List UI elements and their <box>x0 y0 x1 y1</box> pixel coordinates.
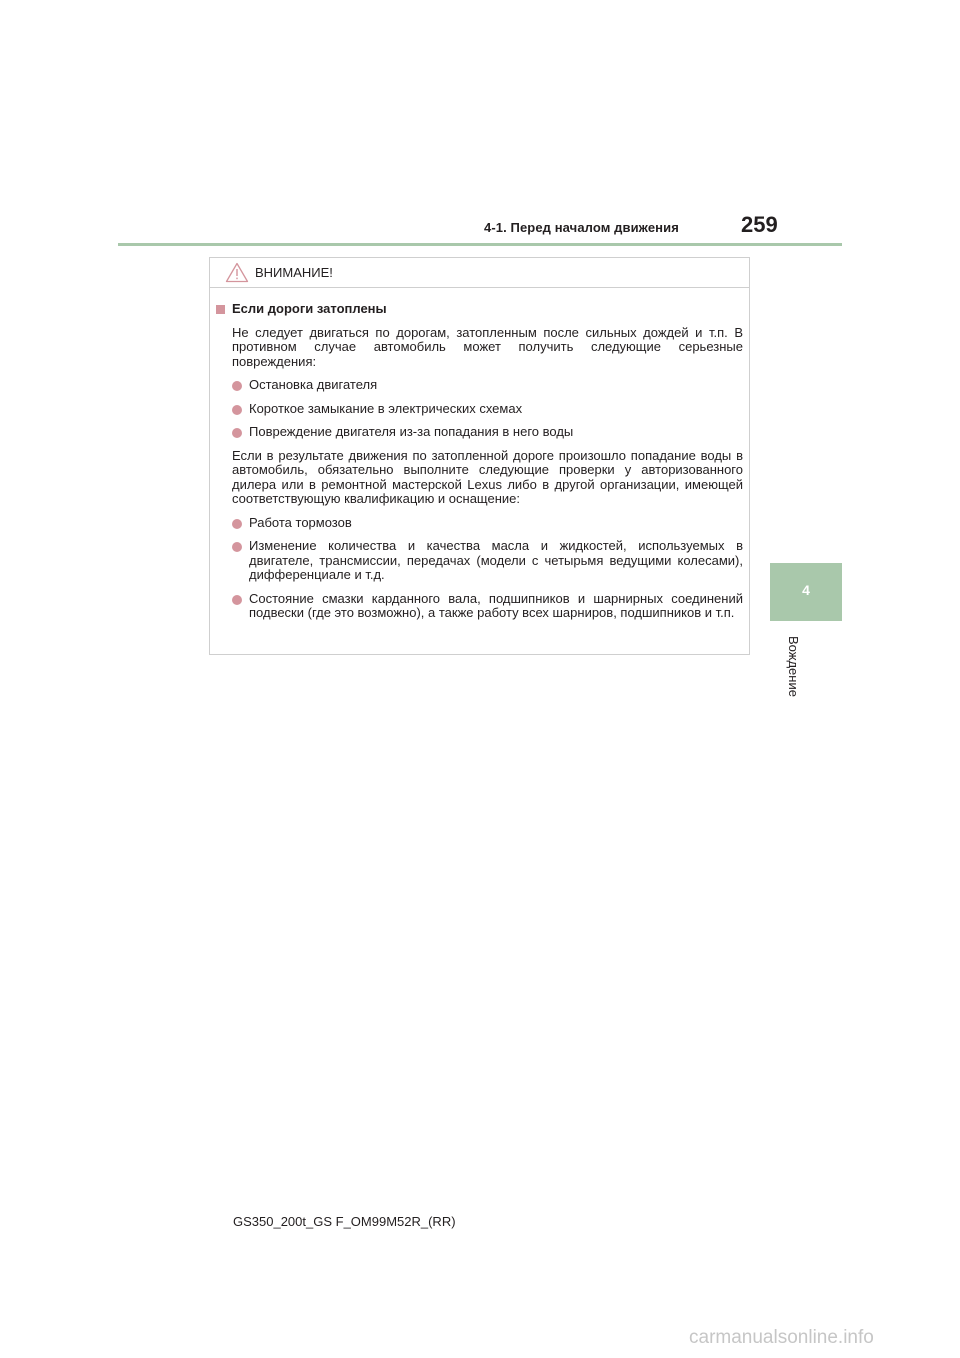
bullet-dot-icon <box>232 405 242 415</box>
list-item <box>232 516 743 531</box>
square-bullet-icon <box>216 305 225 314</box>
list-item-text: Повреждение двигателя из-за попадания в него воды <box>249 424 574 439</box>
list-item-text: Состояние смазки карданного вала, подшипников и шарнирных соединений подвески (где это возможно), а также работу всех шарниров, подшипников и т.п. <box>249 590 743 620</box>
intro-paragraph: Не следует двигаться по дорогам, затопленным после сильных дождей и т.п. В противном случае автомобиль может получить следующие серьезные повреждения: <box>232 324 743 369</box>
section-heading-text: Если дороги затоплены <box>232 301 387 316</box>
bullet-dot-icon <box>232 542 242 552</box>
section-heading <box>216 302 743 317</box>
bullet-dot-icon <box>232 595 242 605</box>
page-number: 259 <box>741 212 778 237</box>
caution-body <box>216 302 743 630</box>
check-paragraph: Если в результате движения по затопленной дороге произошло попадание воды в автомобиль, обязательно выполните следующие проверки у авторизованного дилера или в ремонтной мастерской Lexus либо в другой организации, имеющей соответствующую квалификацию и оснащение: <box>232 447 743 506</box>
bullet-dot-icon <box>232 519 242 529</box>
caution-title: ВНИМАНИЕ! <box>255 265 333 280</box>
chapter-tab[interactable] <box>770 563 842 621</box>
list-item <box>232 539 743 583</box>
list-item-text: Остановка двигателя <box>249 377 378 392</box>
list-item <box>232 378 743 393</box>
caution-header <box>210 258 749 288</box>
caution-box <box>209 257 750 655</box>
header-divider <box>118 243 842 246</box>
watermark: carmanualsonline.info <box>689 1327 874 1348</box>
list-item-text: Изменение количества и качества масла и жидкостей, используемых в двигателе, трансмиссии, передачах (модели с четырьмя ведущими колесами), дифференциале и т.д. <box>249 538 743 582</box>
list-item <box>232 402 743 417</box>
bullet-dot-icon <box>232 381 242 391</box>
list-item-text: Короткое замыкание в электрических схемах <box>249 400 523 416</box>
list-item <box>232 592 743 621</box>
list-item <box>232 425 743 440</box>
chapter-label: Вождение <box>786 636 801 697</box>
list-item-text: Работа тормозов <box>249 514 352 530</box>
warning-triangle-icon <box>225 262 249 283</box>
bullet-dot-icon <box>232 428 242 438</box>
section-title: 4-1. Перед началом движения <box>484 220 679 235</box>
model-code: GS350_200t_GS F_OM99M52R_(RR) <box>233 1214 456 1229</box>
chapter-number: 4 <box>802 582 810 598</box>
